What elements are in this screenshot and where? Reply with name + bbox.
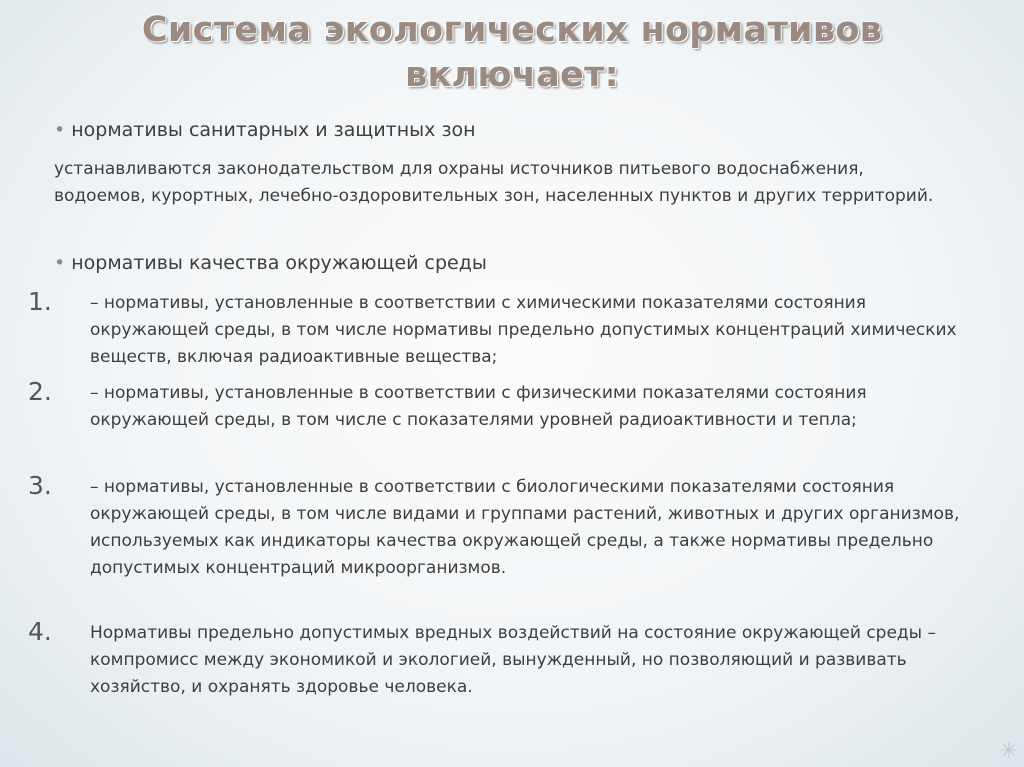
bullet-dot-icon: • (54, 252, 66, 274)
list-item-text: Нормативы предельно допустимых вредных воздействий на состояние окружающей среды – компромисс между экономикой и экологией, вынужденный, но позволяющий и развивать хозяйство, и охранять здоровье человека. (90, 623, 936, 697)
bullet-environment-quality (54, 250, 487, 276)
bullet-text: нормативы санитарных и защитных зон (71, 119, 476, 141)
list-item-text: – нормативы, установленные в соответствии с биологическими показателями состояния окружающей среды, в том числе видами и группами растений, животных и других организмов, используемых как индикаторы качества окружающей среды, а также нормативы предельно допустимых концентраций микроорганизмов. (90, 477, 960, 578)
slide-title-line-1: Система экологических нормативов (141, 10, 883, 50)
bullet-text: нормативы качества окружающей среды (71, 252, 487, 274)
list-item-text: – нормативы, установленные в соответствии с физическими показателями состояния окружающей среды, в том числе с показателями уровней радиоактивности и тепла; (90, 383, 867, 430)
list-item-number: 1. (28, 287, 52, 316)
list-item-number: 3. (28, 471, 52, 500)
paragraph-sanitary-zones: устанавливаются законодательством для охраны источников питьевого водоснабжения, водоемов, курортных, лечебно-оздоровительных зон, населенных пунктов и других территорий. (54, 159, 934, 206)
slide-title (60, 8, 964, 98)
slide-title-line-2: включает: (405, 55, 619, 95)
list-item-text: – нормативы, установленные в соответствии с химическими показателями состояния окружающей среды, в том числе нормативы предельно допустимых концентраций химических веществ, включая радиоактивные вещества; (90, 293, 957, 367)
bullet-dot-icon: • (54, 119, 66, 141)
list-item-number: 2. (28, 377, 52, 406)
bullet-sanitary-zones (54, 117, 476, 143)
star-icon: ✳ (999, 739, 1019, 764)
list-item-number: 4. (28, 617, 52, 646)
